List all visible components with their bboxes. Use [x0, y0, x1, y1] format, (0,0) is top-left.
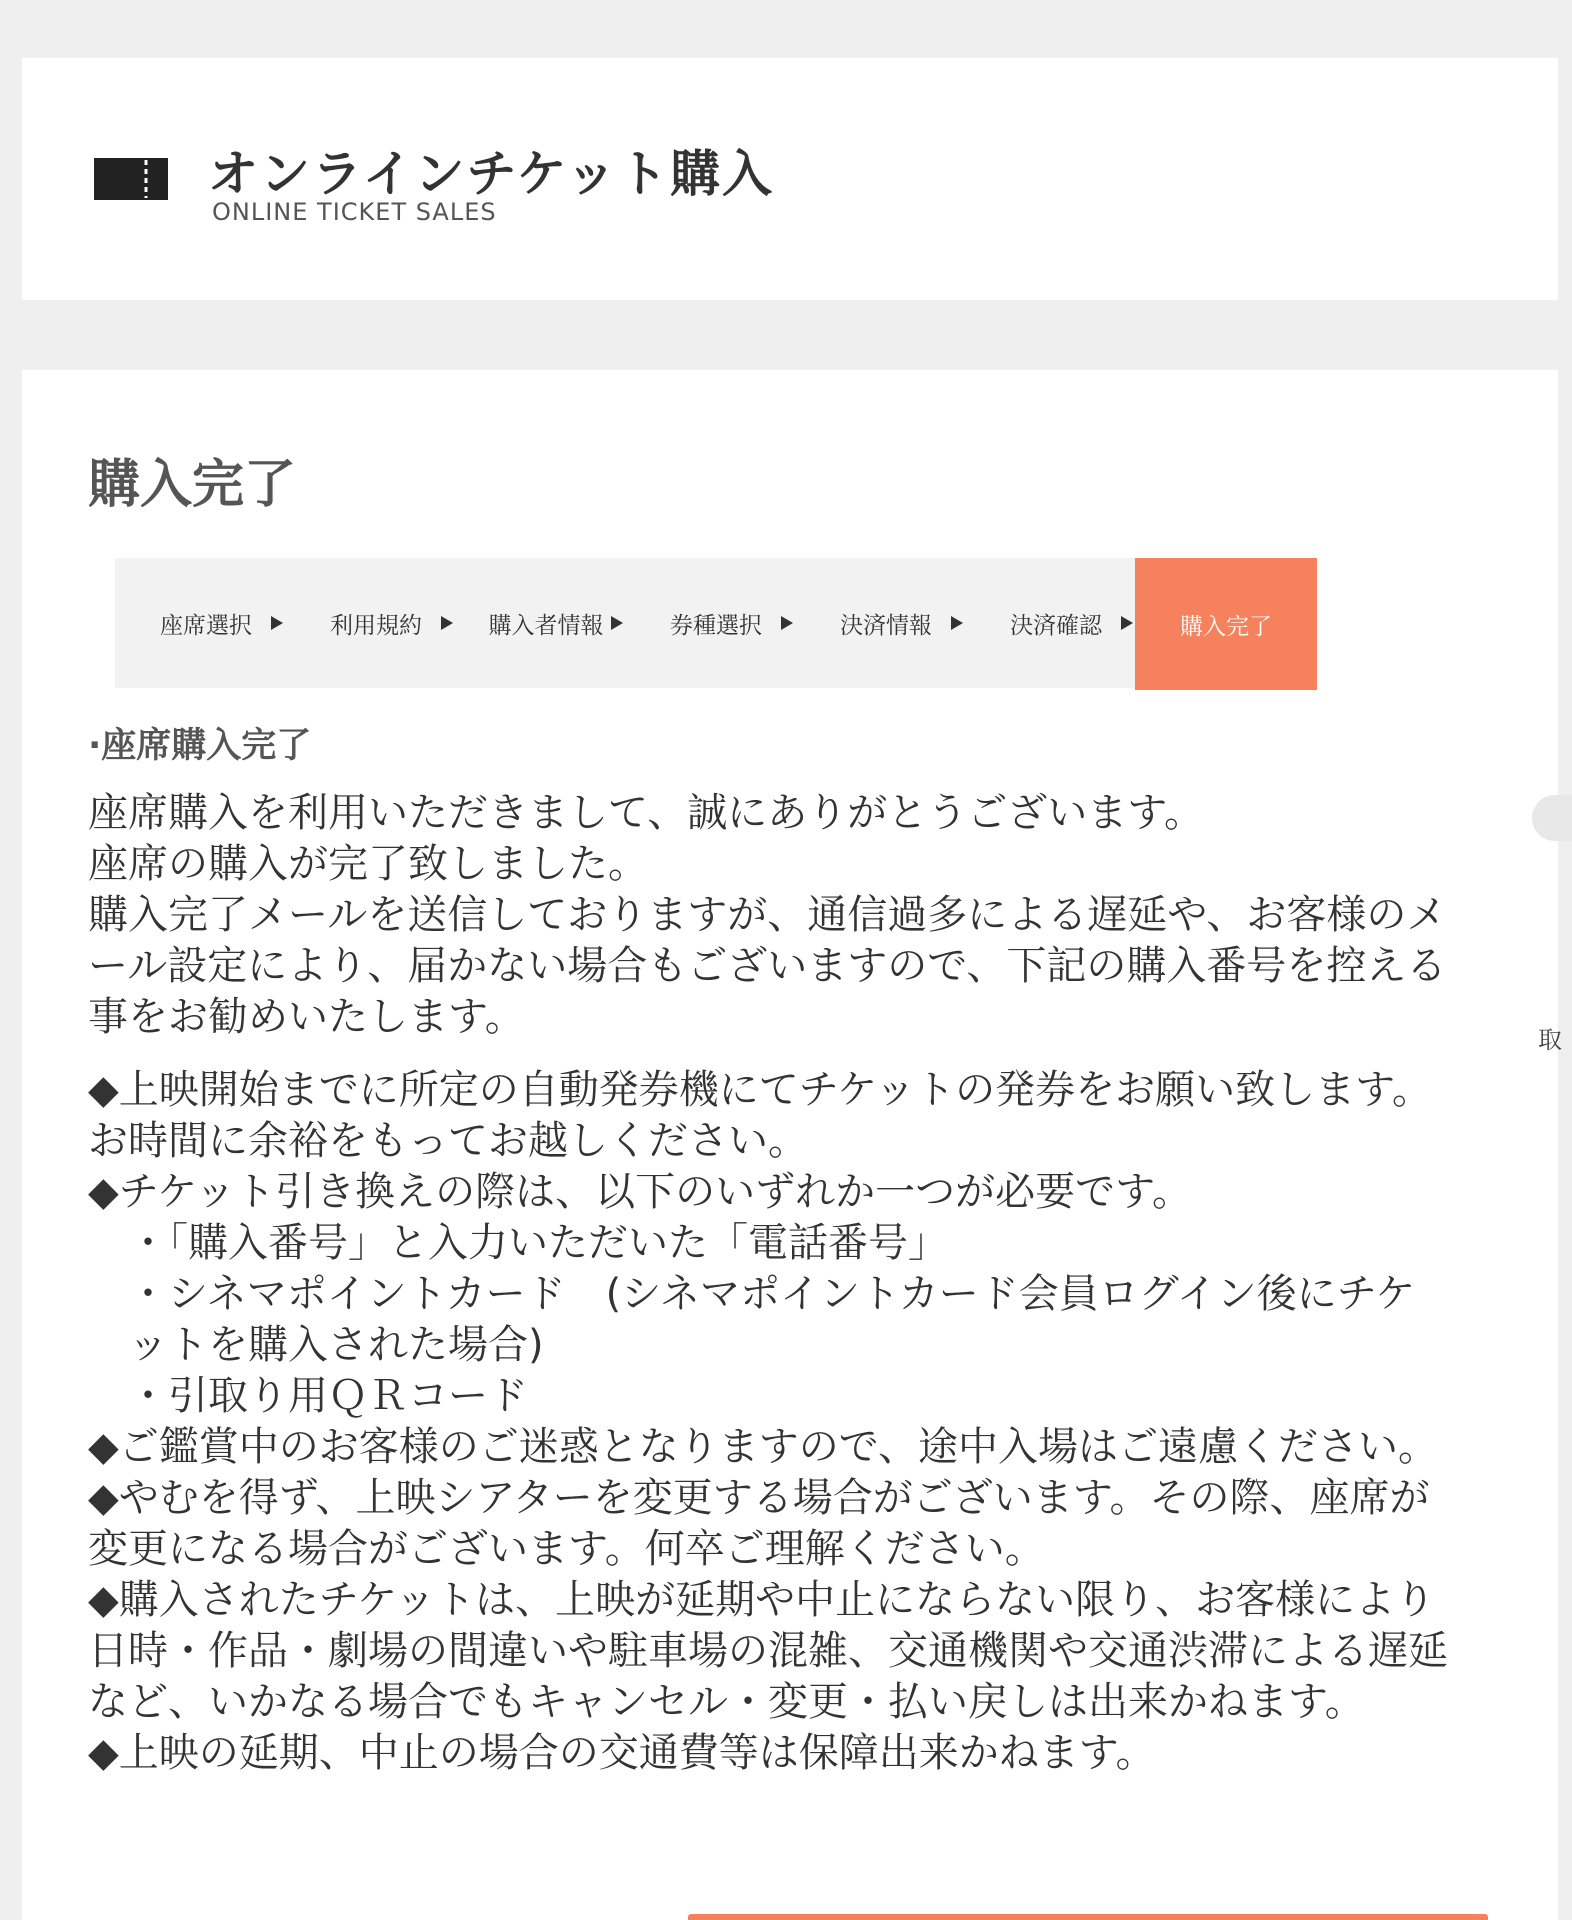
step-terms: 利用規約 — [285, 558, 467, 688]
action-button-edge[interactable] — [688, 1914, 1488, 1920]
ticket-icon — [94, 158, 168, 200]
note-item: ◆上映の延期、中止の場合の交通費等は保障出来かねます。 — [88, 1730, 1156, 1776]
step-ticket-type: 券種選択 — [625, 558, 807, 688]
step-arrow-icon — [271, 616, 283, 630]
step-payment-confirm: 決済確認 — [965, 558, 1147, 688]
note-item: ◆購入されたチケットは、上映が延期や中止にならない限り、お客様により日時・作品・劇場の間違いや駐車場の混雑、交通機関や交通渋滞による遅延など、いかなる場合でもキャンセル・変更・払い戻しは出来かねます。 — [88, 1577, 1448, 1725]
side-tab-button[interactable] — [1532, 795, 1572, 841]
completion-message — [88, 788, 1448, 1779]
page-header-title: オンラインチケット購入 — [208, 145, 774, 203]
note-item: ◆ご鑑賞中のお客様のご迷惑となりますので、途中入場はご遠慮ください。 — [88, 1424, 1438, 1470]
note-item: ◆チケット引き換えの際は、以下のいずれか一つが必要です。 — [88, 1169, 1192, 1215]
step-arrow-icon — [951, 616, 963, 630]
step-payment-info: 決済情報 — [795, 558, 977, 688]
note-item: ◆上映開始までに所定の自動発券機にてチケットの発券をお願い致します。お時間に余裕をもってお越しください。 — [88, 1067, 1432, 1164]
main-card — [22, 370, 1562, 1920]
step-purchase-complete: 購入完了 — [1135, 558, 1317, 690]
step-arrow-icon — [611, 616, 623, 630]
step-progress — [115, 558, 1567, 690]
page-title: 購入完了 — [88, 455, 297, 515]
step-seat-selection: 座席選択 — [115, 558, 297, 688]
step-arrow-icon — [441, 616, 453, 630]
note-item: ◆やむを得ず、上映シアターを変更する場合がございます。その際、座席が変更になる場合がございます。何卒ご理解ください。 — [88, 1475, 1430, 1572]
side-label: 取 — [1538, 1026, 1562, 1054]
page-header-subtitle: ONLINE TICKET SALES — [212, 198, 497, 226]
intro-line: 座席の購入が完了致しました。 — [88, 841, 648, 887]
step-buyer-info: 購入者情報 — [455, 558, 637, 688]
note-sub-item: ・「購入番号」と入力いただいた「電話番号」 — [128, 1220, 948, 1266]
intro-line: 座席購入を利用いただきまして、誠にありがとうございます。 — [88, 790, 1204, 836]
step-arrow-icon — [1121, 616, 1133, 630]
step-arrow-icon — [781, 616, 793, 630]
spacer — [88, 1043, 1448, 1065]
section-heading: ·座席購入完了 — [88, 726, 312, 766]
intro-line: 購入完了メールを送信しておりますが、通信過多による遅延や、お客様のメール設定により、届かない場合もございますので、下記の購入番号を控える事をお勧めいたします。 — [88, 892, 1447, 1040]
note-sub-item: ・シネマポイントカード (シネマポイントカード会員ログイン後にチケットを購入された場合) — [128, 1271, 1416, 1368]
note-sub-item: ・引取り用ＱＲコード — [128, 1373, 528, 1419]
header-card — [22, 58, 1558, 300]
